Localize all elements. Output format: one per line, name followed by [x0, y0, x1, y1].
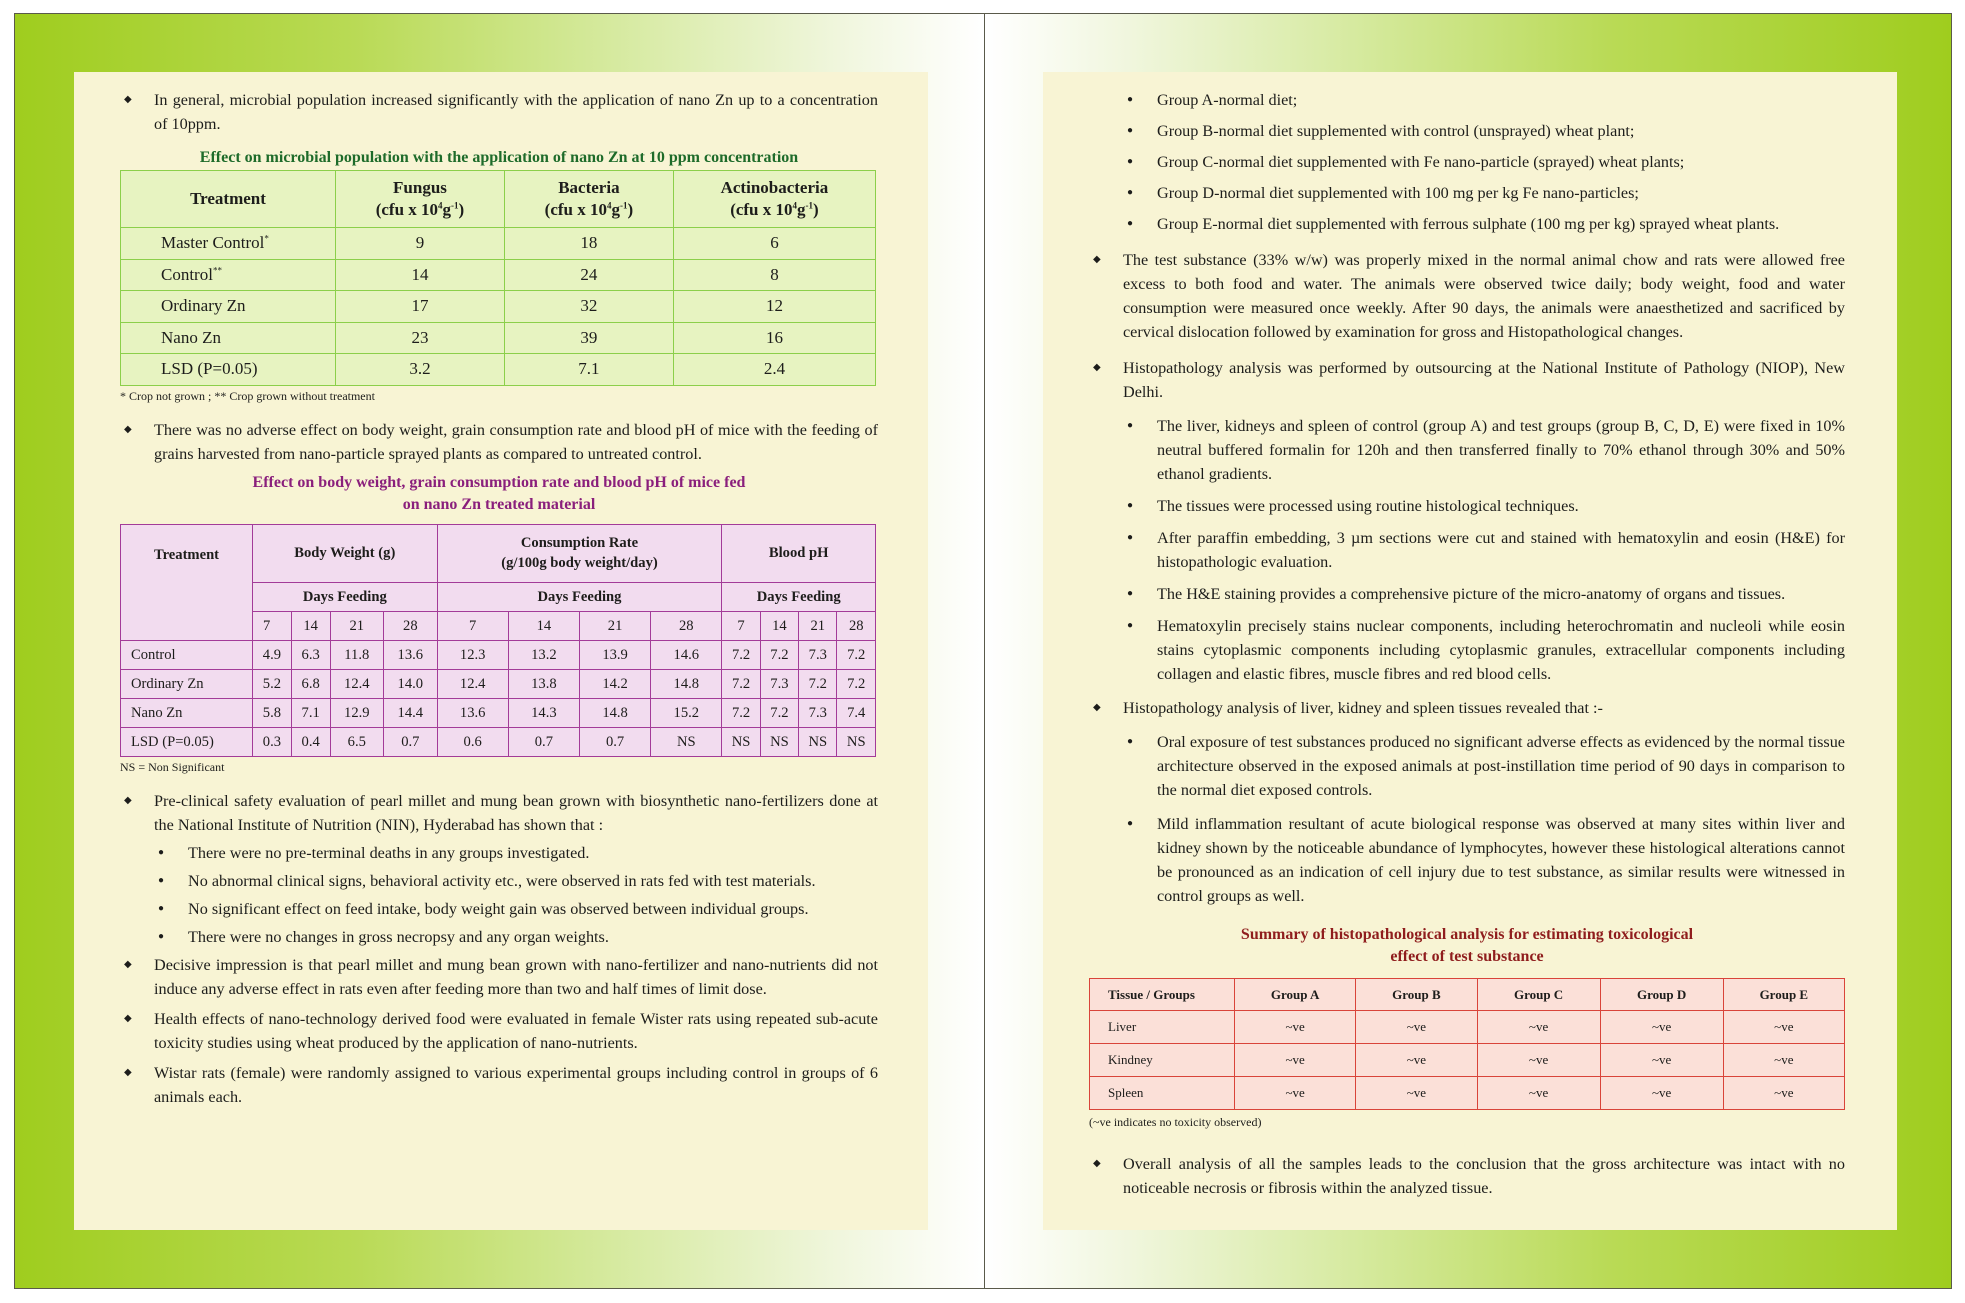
unit-suffix: ): [458, 200, 465, 219]
table-row: [121, 640, 876, 669]
cell-value: 7.2: [837, 669, 876, 698]
cell-value: 0.7: [579, 727, 650, 756]
cell-actinobacteria: 2.4: [673, 354, 875, 386]
table1-caption: Effect on microbial population with the application of nano Zn at 10 ppm concentration: [199, 149, 799, 166]
unit-prefix: (cfu x 10: [375, 200, 439, 219]
booklet-spread: [14, 13, 1952, 1289]
body-weight-consumption-ph-table: [120, 524, 876, 757]
cell-fungus: 17: [336, 291, 505, 323]
header-day: 7: [722, 611, 760, 640]
cell-value: 5.2: [253, 669, 292, 698]
treatment-label: Master Control: [161, 233, 265, 253]
table-row: [121, 698, 876, 727]
cell-treatment: Ordinary Zn: [121, 291, 336, 323]
cell-value: 13.9: [579, 640, 650, 669]
cell-value: ~ve: [1477, 1044, 1600, 1077]
header-days-feeding: Days Feeding: [437, 582, 722, 611]
cell-value: 4.9: [253, 640, 292, 669]
cell-actinobacteria: 6: [673, 228, 875, 260]
header-day: 28: [384, 611, 438, 640]
table3-caption-line1: Summary of histopathological analysis for estimating toxicological: [1240, 926, 1694, 943]
group-item: ● Group A-normal diet;: [1123, 88, 1845, 112]
table2-caption-line1: Effect on body weight, grain consumption rate and blood pH of mice fed: [252, 473, 746, 491]
cell-value: 5.8: [253, 698, 292, 727]
bullet-health-effects: ◆ Health effects of nano-technology derived food were evaluated in female Wister rats using repeated sub-acute toxicity studies using wheat produced by the application of nano-nutrients.: [120, 1007, 878, 1055]
footnote-mark: **: [212, 265, 222, 276]
cell-treatment: LSD (P=0.05): [121, 727, 253, 756]
header-actinobacteria-label: Actinobacteria: [720, 178, 829, 197]
cell-bacteria: 39: [504, 322, 673, 354]
table-row: [121, 291, 876, 323]
bullet-microbial-intro: ◆ In general, microbial population increased significantly with the application of nano Zn up to a concentration of 10ppm.: [120, 88, 878, 136]
sub-bullet: ● Oral exposure of test substances produced no significant adverse effects as evidenced by the normal tissue architecture observed in the exposed animals at post-instillation time period of 90 days in comparison to the normal diet exposed controls.: [1123, 730, 1845, 802]
cell-value: ~ve: [1600, 1077, 1723, 1110]
microbial-population-table: [120, 170, 876, 386]
bullet-overall-analysis: ◆ Overall analysis of all the samples leads to the conclusion that the gross architecture was intact with no noticeable necrosis or fibrosis within the analyzed tissue.: [1089, 1152, 1845, 1200]
unit-g: g: [797, 200, 806, 219]
cell-value: NS: [722, 727, 760, 756]
cell-value: 14.2: [579, 669, 650, 698]
cell-actinobacteria: 16: [673, 322, 875, 354]
unit-g: g: [611, 200, 620, 219]
cell-value: 7.3: [799, 698, 837, 727]
unit-exp: 4: [438, 200, 443, 211]
cell-value: ~ve: [1477, 1011, 1600, 1044]
sub-bullet: ● No significant effect on feed intake, body weight gain was observed between individual groups.: [154, 897, 878, 921]
table-header-row: [121, 171, 876, 228]
table-header-row: [1090, 979, 1845, 1011]
bullet-no-adverse-effect: ◆ There was no adverse effect on body weight, grain consumption rate and blood pH of mice with the feeding of grains harvested from nano-particle sprayed plants as compared to untreated control.: [120, 418, 878, 466]
header-actinobacteria: [673, 171, 875, 228]
header-group-d: Group D: [1600, 979, 1723, 1011]
table2-footnote: NS = Non Significant: [120, 759, 225, 774]
cell-value: 13.6: [384, 640, 438, 669]
bullet-wistar-rats: ◆ Wistar rats (female) were randomly assigned to various experimental groups including control in groups of 6 animals each.: [120, 1061, 878, 1109]
bullet-decisive-impression: ◆ Decisive impression is that pearl millet and mung bean grown with nano-fertilizer and nano-nutrients did not induce any adverse effect in rats even after feeding more than two and half times of limit dose.: [120, 953, 878, 1001]
table2-caption-line2: on nano Zn treated material: [402, 495, 596, 513]
header-treatment: Treatment: [121, 524, 253, 640]
cell-value: 12.9: [330, 698, 383, 727]
cell-treatment: Ordinary Zn: [121, 669, 253, 698]
cell-value: ~ve: [1723, 1011, 1844, 1044]
cell-tissue: Liver: [1090, 1011, 1235, 1044]
left-page: [15, 14, 985, 1288]
cell-bacteria: 18: [504, 228, 673, 260]
cell-fungus: 14: [336, 259, 505, 291]
table1-footnote: * Crop not grown ; ** Crop grown without treatment: [120, 388, 375, 403]
cell-value: ~ve: [1356, 1011, 1477, 1044]
cell-value: NS: [760, 727, 798, 756]
table-row: [1090, 1044, 1845, 1077]
bullet-test-substance: ◆ The test substance (33% w/w) was properly mixed in the normal animal chow and rats were allowed free excess to both food and water. The animals were observed twice daily; body weight, food and water consumption were measured once weekly. After 90 days, the animals were anaesthetized and sacrificed by cervical dislocation followed by examination for gross and Histopathological changes.: [1089, 248, 1845, 344]
cell-value: 14.8: [579, 698, 650, 727]
group-item: ● Group C-normal diet supplemented with Fe nano-particle (sprayed) wheat plants;: [1123, 150, 1845, 174]
cell-value: 14.6: [651, 640, 722, 669]
cell-value: NS: [837, 727, 876, 756]
group-item: ● Group E-normal diet supplemented with ferrous sulphate (100 mg per kg) sprayed wheat plants.: [1123, 212, 1845, 236]
cell-value: 7.2: [722, 669, 760, 698]
cell-value: 7.3: [760, 669, 798, 698]
cell-value: ~ve: [1600, 1044, 1723, 1077]
table-header-row: [121, 524, 876, 582]
header-day: 21: [579, 611, 650, 640]
sub-bullet: ● After paraffin embedding, 3 µm sections were cut and stained with hematoxylin and eosin (H&E) for histopathologic evaluation.: [1123, 526, 1845, 574]
unit-g: g: [442, 200, 452, 219]
sub-bullet: ● Mild inflammation resultant of acute biological response was observed at many sites within liver and kidney shown by the noticeable abundance of lymphocytes, however these histological alterations cannot be pronounced as an indication of cell injury due to test substance, as similar results were witnessed in control groups as well.: [1123, 812, 1845, 908]
right-page: [986, 14, 1951, 1288]
header-fungus-label: Fungus: [393, 178, 447, 197]
group-item: ● Group B-normal diet supplemented with control (unsprayed) wheat plant;: [1123, 119, 1845, 143]
unit-prefix: (cfu x 10: [730, 200, 793, 219]
header-group-c: Group C: [1477, 979, 1600, 1011]
header-day: 7: [437, 611, 508, 640]
sub-bullet: ● The H&E staining provides a comprehensive picture of the micro-anatomy of organs and tissues.: [1123, 582, 1845, 606]
sub-bullet: ● No abnormal clinical signs, behavioral activity etc., were observed in rats fed with test materials.: [154, 869, 878, 893]
sub-bullet: ● The tissues were processed using routine histological techniques.: [1123, 494, 1845, 518]
cell-actinobacteria: 8: [673, 259, 875, 291]
cell-bacteria: 7.1: [504, 354, 673, 386]
cell-value: 0.3: [253, 727, 292, 756]
header-day: 7: [253, 611, 292, 640]
header-tissue-groups: Tissue / Groups: [1090, 979, 1235, 1011]
cell-value: 7.2: [799, 669, 837, 698]
cell-treatment: [121, 259, 336, 291]
cell-fungus: 3.2: [336, 354, 505, 386]
unit-suffix: ): [813, 200, 819, 219]
consumption-label: Consumption Rate: [520, 535, 639, 551]
cell-value: 7.2: [760, 698, 798, 727]
table-row: [121, 322, 876, 354]
header-group-a: Group A: [1235, 979, 1356, 1011]
cell-value: 7.3: [799, 640, 837, 669]
unit-exp: 4: [792, 200, 798, 211]
histopathology-summary-table: [1089, 978, 1845, 1110]
header-day: 14: [508, 611, 579, 640]
header-day: 28: [837, 611, 876, 640]
cell-value: 0.7: [384, 727, 438, 756]
cell-value: 7.2: [837, 640, 876, 669]
cell-fungus: 9: [336, 228, 505, 260]
header-days-feeding: Days Feeding: [722, 582, 876, 611]
cell-value: 13.2: [508, 640, 579, 669]
cell-value: 6.8: [291, 669, 330, 698]
cell-value: ~ve: [1477, 1077, 1600, 1110]
header-consumption-rate: [437, 524, 722, 582]
cell-value: ~ve: [1723, 1044, 1844, 1077]
header-body-weight: Body Weight (g): [253, 524, 438, 582]
cell-value: 14.4: [384, 698, 438, 727]
cell-treatment: Control: [121, 640, 253, 669]
treatment-label: Control: [161, 264, 213, 284]
header-treatment: Treatment: [121, 171, 336, 228]
cell-value: 7.2: [722, 640, 760, 669]
unit-suffix: ): [627, 200, 634, 219]
cell-value: 7.2: [722, 698, 760, 727]
cell-treatment: Nano Zn: [121, 322, 336, 354]
cell-tissue: Spleen: [1090, 1077, 1235, 1110]
cell-value: 6.5: [330, 727, 383, 756]
cell-value: NS: [799, 727, 837, 756]
cell-value: 7.4: [837, 698, 876, 727]
cell-value: 0.7: [508, 727, 579, 756]
cell-value: 0.4: [291, 727, 330, 756]
bullet-histopathology-niop: ◆ Histopathology analysis was performed by outsourcing at the National Institute of Pathology (NIOP), New Delhi.: [1089, 356, 1845, 404]
consumption-unit: (g/100g body weight/day): [501, 555, 658, 571]
cell-value: 14.3: [508, 698, 579, 727]
unit-gexp: -1: [619, 200, 628, 211]
cell-actinobacteria: 12: [673, 291, 875, 323]
cell-fungus: 23: [336, 322, 505, 354]
left-content: [120, 86, 878, 1109]
header-bacteria-label: Bacteria: [558, 178, 620, 197]
cell-value: ~ve: [1600, 1011, 1723, 1044]
header-bacteria: [504, 171, 673, 228]
header-blood-ph: Blood pH: [722, 524, 876, 582]
header-fungus: [336, 171, 505, 228]
left-content-panel: [74, 72, 928, 1230]
sub-bullet: ● Hematoxylin precisely stains nuclear components, including heterochromatin and nucleoli while eosin stains cytoplasmic components including cytoplasmic granules, extracellular components including collagen and elastic fibres, muscle fibres and red blood cells.: [1123, 614, 1845, 686]
header-day: 14: [760, 611, 798, 640]
cell-value: ~ve: [1356, 1044, 1477, 1077]
cell-bacteria: 32: [504, 291, 673, 323]
unit-gexp: -1: [805, 200, 814, 211]
bullet-preclinical: ◆ Pre-clinical safety evaluation of pearl millet and mung bean grown with biosynthetic nano-fertilizers done at the National Institute of Nutrition (NIN), Hyderabad has shown that :: [120, 789, 878, 837]
cell-treatment: [121, 228, 336, 260]
cell-value: ~ve: [1235, 1044, 1356, 1077]
sub-bullet: ● There were no pre-terminal deaths in any groups investigated.: [154, 841, 878, 865]
header-group-e: Group E: [1723, 979, 1844, 1011]
cell-value: 13.6: [437, 698, 508, 727]
table-row: [121, 727, 876, 756]
cell-value: ~ve: [1723, 1077, 1844, 1110]
header-days-feeding: Days Feeding: [253, 582, 438, 611]
right-content: [1089, 86, 1845, 1200]
table-row: [1090, 1011, 1845, 1044]
header-day: 28: [651, 611, 722, 640]
bullet-histopathology-revealed: ◆ Histopathology analysis of liver, kidney and spleen tissues revealed that :-: [1089, 696, 1845, 720]
unit-gexp: -1: [451, 200, 459, 211]
cell-bacteria: 24: [504, 259, 673, 291]
cell-value: 14.0: [384, 669, 438, 698]
cell-value: 12.4: [330, 669, 383, 698]
sub-bullet: ● The liver, kidneys and spleen of control (group A) and test groups (group B, C, D, E) were fixed in 10% neutral buffered formalin for 120h and then transferred finally to 70% ethanol through 30% and 50% ethanol gradients.: [1123, 414, 1845, 486]
cell-treatment: Nano Zn: [121, 698, 253, 727]
table-row: [1090, 1077, 1845, 1110]
cell-value: 11.8: [330, 640, 383, 669]
cell-value: 12.4: [437, 669, 508, 698]
header-day: 14: [291, 611, 330, 640]
cell-value: ~ve: [1235, 1011, 1356, 1044]
footnote-mark: *: [264, 233, 269, 244]
cell-value: 13.8: [508, 669, 579, 698]
unit-exp: 4: [606, 200, 612, 211]
table-row: [121, 228, 876, 260]
cell-value: NS: [651, 727, 722, 756]
cell-value: 0.6: [437, 727, 508, 756]
cell-value: 7.2: [760, 640, 798, 669]
cell-treatment: LSD (P=0.05): [121, 354, 336, 386]
header-day: 21: [799, 611, 837, 640]
cell-value: 12.3: [437, 640, 508, 669]
header-group-b: Group B: [1356, 979, 1477, 1011]
table3-footnote: (~ve indicates no toxicity observed): [1089, 1115, 1262, 1129]
right-content-panel: [1043, 72, 1897, 1230]
cell-tissue: Kindney: [1090, 1044, 1235, 1077]
table-row: [121, 669, 876, 698]
table-row: [121, 259, 876, 291]
table3-caption-line2: effect of test substance: [1390, 948, 1544, 965]
unit-prefix: (cfu x 10: [544, 200, 607, 219]
cell-value: ~ve: [1356, 1077, 1477, 1110]
cell-value: 7.1: [291, 698, 330, 727]
sub-bullet: ● There were no changes in gross necropsy and any organ weights.: [154, 925, 878, 949]
group-item: ● Group D-normal diet supplemented with 100 mg per kg Fe nano-particles;: [1123, 181, 1845, 205]
cell-value: 6.3: [291, 640, 330, 669]
cell-value: 15.2: [651, 698, 722, 727]
header-day: 21: [330, 611, 383, 640]
cell-value: ~ve: [1235, 1077, 1356, 1110]
table-row: [121, 354, 876, 386]
cell-value: 14.8: [651, 669, 722, 698]
